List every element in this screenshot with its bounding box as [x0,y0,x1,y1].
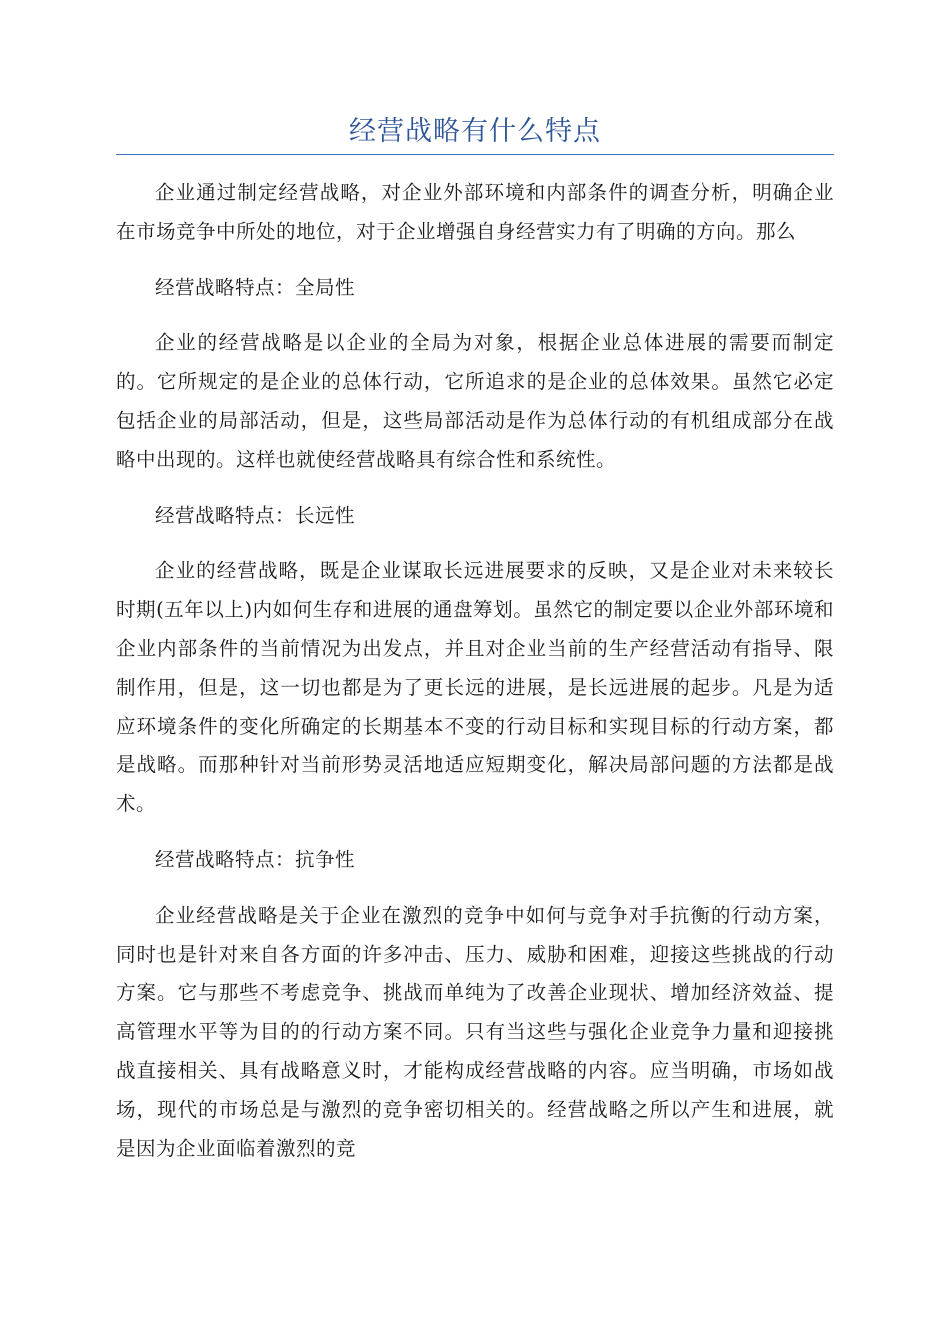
document-body [116,174,834,1185]
section-heading-global: 经营战略特点：全局性 [155,275,356,299]
title-underline [116,154,834,155]
paragraph-longterm: 企业的经营战略，既是企业谋取长远进展要求的反映，又是企业对未来较长时期(五年以上)内如何生存和进展的通盘筹划。虽然它的制定要以企业外部环境和企业内部条件的当前情况为出发点，并且对企业当前的生产经营活动有指导、限制作用，但是，这一切也都是为了更长远的进展，是长远进展的起步。凡是为适应环境条件的变化所确定的长期基本不变的行动目标和实现目标的行动方案，都是战略。而那种针对当前形势灵活地适应短期变化，解决局部问题的方法都是战术。 [116,559,834,816]
document-page [116,0,834,1344]
paragraph-global: 企业的经营战略是以企业的全局为对象，根据企业总体进展的需要而制定的。它所规定的是企业的总体行动，它所追求的是企业的总体效果。虽然它必定包括企业的局部活动，但是，这些局部活动是作为总体行动的有机组成部分在战略中出现的。这样也就使经营战略具有综合性和系统性。 [116,331,834,471]
intro-paragraph: 企业通过制定经营战略，对企业外部环境和内部条件的调查分析，明确企业在市场竞争中所处的地位，对于企业增强自身经营实力有了明确的方向。那么 [116,181,834,243]
section-heading-longterm: 经营战略特点：长远性 [155,503,356,527]
section-heading-competitive: 经营战略特点：抗争性 [155,847,356,871]
paragraph-competitive: 企业经营战略是关于企业在激烈的竞争中如何与竞争对手抗衡的行动方案，同时也是针对来自各方面的许多冲击、压力、威胁和困难，迎接这些挑战的行动方案。它与那些不考虑竞争、挑战而单纯为了改善企业现状、增加经济效益、提高管理水平等为目的的行动方案不同。只有当这些与强化企业竞争力量和迎接挑战直接相关、具有战略意义时，才能构成经营战略的内容。应当明确，市场如战场，现代的市场总是与激烈的竞争密切相关的。经营战略之所以产生和进展，就是因为企业面临着激烈的竞 [116,903,834,1160]
document-title: 经营战略有什么特点 [349,116,601,147]
